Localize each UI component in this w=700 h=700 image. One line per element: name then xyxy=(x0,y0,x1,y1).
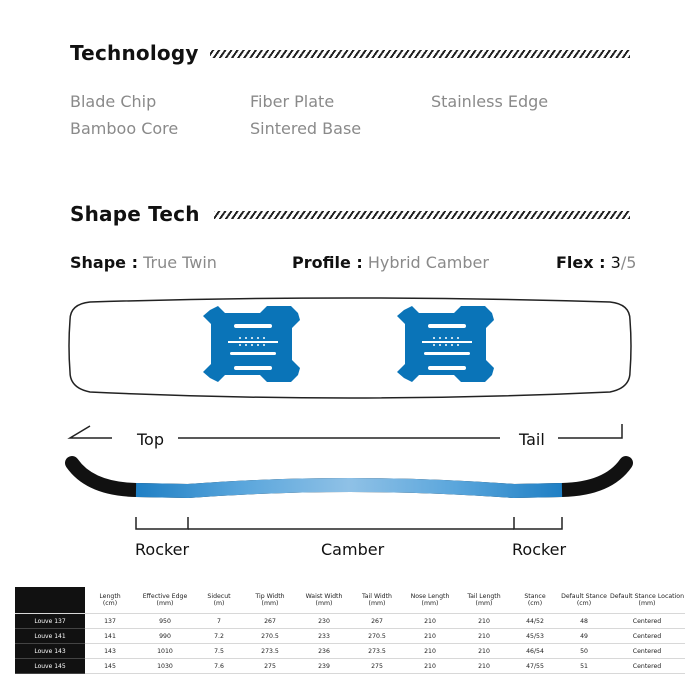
binding-plate-right xyxy=(397,306,494,382)
table-header: Sidecut (m) xyxy=(195,587,243,614)
table-cell: 267 xyxy=(351,614,403,629)
table-header: Tail Length (mm) xyxy=(457,587,511,614)
table-header: Tail Width (mm) xyxy=(351,587,403,614)
table-cell: 141 xyxy=(85,629,135,644)
flex-value: 3 xyxy=(610,253,621,272)
table-cell: 1030 xyxy=(135,659,195,674)
table-cell: 49 xyxy=(559,629,609,644)
technology-title: Technology xyxy=(70,41,199,65)
table-cell: 210 xyxy=(457,629,511,644)
shape-spec xyxy=(70,253,217,272)
table-cell: 210 xyxy=(403,644,457,659)
table-row xyxy=(15,644,685,659)
table-cell: 273.5 xyxy=(243,644,297,659)
table-header: Default Stance (cm) xyxy=(559,587,609,614)
rocker-right-label: Rocker xyxy=(512,540,567,559)
table-cell: 45/53 xyxy=(511,629,559,644)
table-header: Stance (cm) xyxy=(511,587,559,614)
table-cell: 233 xyxy=(297,629,351,644)
camber-label: Camber xyxy=(321,540,385,559)
table-cell: 7.2 xyxy=(195,629,243,644)
table-row xyxy=(15,659,685,674)
table-cell: 239 xyxy=(297,659,351,674)
flex-max: /5 xyxy=(620,253,637,272)
tech-item: Stainless Edge xyxy=(431,92,549,111)
table-cell: 7.5 xyxy=(195,644,243,659)
table-cell: 210 xyxy=(403,629,457,644)
table-header: Nose Length (mm) xyxy=(403,587,457,614)
board-outline xyxy=(69,298,631,398)
top-label: Top xyxy=(137,430,164,449)
table-cell: 47/55 xyxy=(511,659,559,674)
tech-item: Fiber Plate xyxy=(250,92,335,111)
table-cell: 48 xyxy=(559,614,609,629)
table-row xyxy=(15,629,685,644)
tech-item: Sintered Base xyxy=(250,119,362,138)
flex-label: Flex : xyxy=(556,253,606,272)
profile-spec xyxy=(292,253,489,272)
snowboard-top-view xyxy=(60,290,640,420)
table-row xyxy=(15,614,685,629)
base-blue xyxy=(136,485,562,491)
table-cell: Centered xyxy=(609,659,685,674)
profile-label: Profile : xyxy=(292,253,363,272)
table-cell: 210 xyxy=(457,614,511,629)
table-cell: 7.6 xyxy=(195,659,243,674)
table-cell: 210 xyxy=(457,659,511,674)
table-header-row xyxy=(15,587,685,614)
shape-tech-divider xyxy=(214,211,630,219)
specs-table xyxy=(15,587,685,674)
rocker-left-label: Rocker xyxy=(135,540,190,559)
profile-value: Hybrid Camber xyxy=(367,253,489,272)
table-cell: 143 xyxy=(85,644,135,659)
tech-item: Blade Chip xyxy=(70,92,157,111)
table-header: Effective Edge (mm) xyxy=(135,587,195,614)
tail-label: Tail xyxy=(519,430,545,449)
table-cell: 230 xyxy=(297,614,351,629)
shape-value: True Twin xyxy=(143,253,217,272)
snowboard-profile xyxy=(60,455,640,535)
table-cell: 273.5 xyxy=(351,644,403,659)
shape-label: Shape : xyxy=(70,253,138,272)
table-cell: 210 xyxy=(403,659,457,674)
table-cell: 990 xyxy=(135,629,195,644)
table-cell: 210 xyxy=(457,644,511,659)
table-cell: 46/54 xyxy=(511,644,559,659)
model-name-cell: Louve 137 xyxy=(15,614,85,629)
table-cell: 51 xyxy=(559,659,609,674)
table-cell: Centered xyxy=(609,629,685,644)
table-cell: 210 xyxy=(403,614,457,629)
table-cell: 145 xyxy=(85,659,135,674)
technology-divider xyxy=(210,50,630,58)
table-cell: 275 xyxy=(243,659,297,674)
table-header: Waist Width (mm) xyxy=(297,587,351,614)
table-cell: 236 xyxy=(297,644,351,659)
table-cell: Centered xyxy=(609,644,685,659)
shape-tech-title: Shape Tech xyxy=(70,202,200,226)
table-cell: 275 xyxy=(351,659,403,674)
table-cell: 50 xyxy=(559,644,609,659)
table-cell: 267 xyxy=(243,614,297,629)
table-header: Default Stance Location (mm) xyxy=(609,587,685,614)
model-name-cell: Louve 143 xyxy=(15,644,85,659)
model-name-cell: Louve 141 xyxy=(15,629,85,644)
table-cell: 44/52 xyxy=(511,614,559,629)
table-cell: 950 xyxy=(135,614,195,629)
table-header: Length (cm) xyxy=(85,587,135,614)
tech-item: Bamboo Core xyxy=(70,119,179,138)
table-cell: 137 xyxy=(85,614,135,629)
table-cell: 1010 xyxy=(135,644,195,659)
model-name-cell: Louve 145 xyxy=(15,659,85,674)
flex-spec xyxy=(556,253,636,272)
binding-plate-left xyxy=(203,306,300,382)
table-cell: 270.5 xyxy=(351,629,403,644)
table-cell: 270.5 xyxy=(243,629,297,644)
table-header: Tip Width (mm) xyxy=(243,587,297,614)
table-corner xyxy=(15,587,85,614)
table-cell: 7 xyxy=(195,614,243,629)
table-cell: Centered xyxy=(609,614,685,629)
